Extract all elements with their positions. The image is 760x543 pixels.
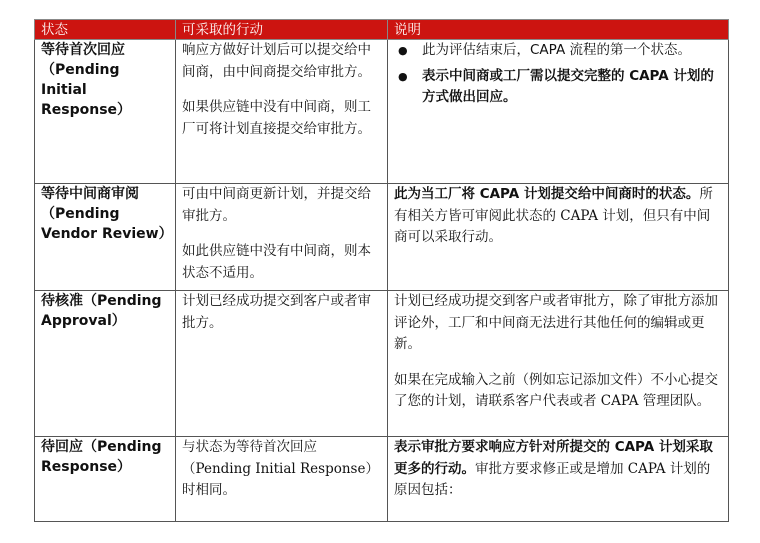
description-text: 此为评估结束后，CAPA 流程的第一个状态。 — [422, 42, 691, 58]
action-cell — [176, 40, 388, 184]
description-rest: 审批方要求修正或是增加 CAPA 计划的原因包括： — [394, 460, 711, 498]
action-text: 响应方做好计划后可以提交给中间商，由中间商提交给审批方。 — [182, 42, 371, 80]
table-row — [35, 40, 729, 184]
description-cell — [388, 184, 729, 291]
bullet-icon: ● — [398, 69, 408, 83]
description-text: 表示中间商或工厂需以提交完整的 CAPA 计划的方式做出回应。 — [422, 67, 714, 105]
status-cell — [35, 184, 176, 291]
header-description: 说明 — [388, 20, 729, 40]
status-name: 待核准（Pending Approval） — [41, 293, 162, 329]
status-name: 等待中间商审阅（Pending Vendor Review） — [41, 186, 173, 242]
header-status: 状态 — [35, 20, 176, 40]
description-bold: 此为当工厂将 CAPA 计划提交给中间商时的状态。 — [394, 186, 700, 202]
status-name: 待回应（Pending Response） — [41, 439, 162, 475]
description-rest: 所有相关方皆可审阅此状态的 CAPA 计划，但只有中间商可以采取行动。 — [394, 186, 713, 245]
table-header-row — [35, 20, 729, 40]
status-cell — [35, 291, 176, 437]
description-cell — [388, 291, 729, 437]
status-cell — [35, 437, 176, 522]
header-actions: 可采取的行动 — [176, 20, 388, 40]
capa-status-table — [34, 19, 729, 522]
action-text: 计划已经成功提交到客户或者审批方。 — [182, 293, 371, 331]
description-text: 计划已经成功提交到客户或者审批方，除了审批方添加评论外，工厂和中间商无法进行其他任何的编辑或更新。 — [394, 293, 718, 352]
action-cell — [176, 184, 388, 291]
action-text: 可由中间商更新计划，并提交给审批方。 — [182, 186, 371, 224]
description-text: 如果在完成输入之前（例如忘记添加文件）不小心提交了您的计划，请联系客户代表或者 CAPA 管理团队。 — [394, 371, 718, 409]
list-item — [394, 40, 722, 62]
description-cell — [388, 40, 729, 184]
status-cell — [35, 40, 176, 184]
table-row — [35, 291, 729, 437]
description-text — [394, 184, 722, 249]
status-name: 等待首次回应（Pending Initial Response） — [41, 42, 132, 118]
action-cell — [176, 437, 388, 522]
table-row — [35, 437, 729, 522]
description-text — [394, 437, 722, 502]
action-text: 与状态为等待首次回应（Pending Initial Response）时相同。 — [182, 439, 379, 498]
list-item — [394, 66, 722, 109]
action-text: 如果供应链中没有中间商，则工厂可将计划直接提交给审批方。 — [182, 99, 371, 137]
action-cell — [176, 291, 388, 437]
bullet-icon: ● — [398, 44, 408, 57]
description-bold: 表示审批方要求响应方针对所提交的 CAPA 计划采取更多的行动。 — [394, 439, 713, 477]
table-row — [35, 184, 729, 291]
action-text: 如此供应链中没有中间商，则本状态不适用。 — [182, 243, 371, 281]
description-cell — [388, 437, 729, 522]
description-list — [394, 40, 722, 109]
